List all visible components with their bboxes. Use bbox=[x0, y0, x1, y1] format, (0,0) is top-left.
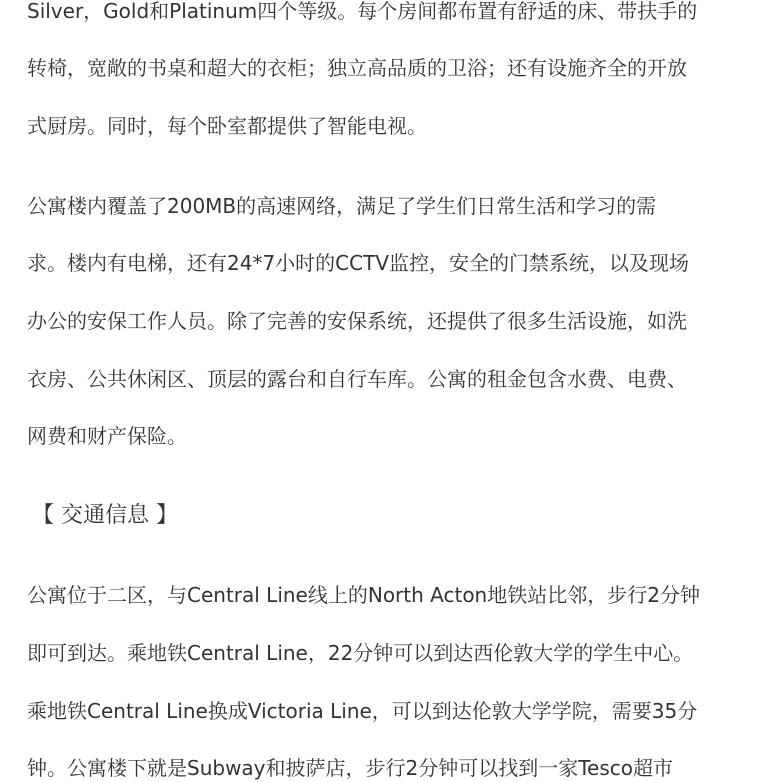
paragraph-1-line-1: Silver，Gold和Platinum四个等级。每个房间都布置有舒适的床、带扶手的 bbox=[27, 0, 698, 23]
paragraph-3-line-1: 公寓位于二区，与Central Line线上的North Acton地铁站比邻，步行2分钟 bbox=[27, 583, 700, 607]
paragraph-2-line-4: 衣房、公共休闲区、顶层的露台和自行车库。公寓的租金包含水费、电费、 bbox=[27, 367, 687, 391]
paragraph-3-line-4: 钟。公寓楼下就是Subway和披萨店，步行2分钟可以找到一家Tesco超市 bbox=[27, 756, 674, 780]
section-heading-transport: 【 交通信息 】 bbox=[32, 503, 178, 528]
paragraph-3-line-3: 乘地铁Central Line换成Victoria Line，可以到达伦敦大学学院，需要35分 bbox=[27, 699, 698, 723]
paragraph-2-line-3: 办公的安保工作人员。除了完善的安保系统，还提供了很多生活设施，如洗 bbox=[27, 309, 687, 333]
paragraph-2-line-1: 公寓楼内覆盖了200MB的高速网络，满足了学生们日常生活和学习的需 bbox=[27, 194, 657, 218]
paragraph-2-line-5: 网费和财产保险。 bbox=[27, 424, 187, 448]
paragraph-1-line-2: 转椅，宽敞的书桌和超大的衣柜；独立高品质的卫浴；还有设施齐全的开放 bbox=[27, 56, 687, 80]
paragraph-2-line-2: 求。楼内有电梯，还有24*7小时的CCTV监控，安全的门禁系统，以及现场 bbox=[27, 251, 690, 275]
paragraph-1-line-3: 式厨房。同时，每个卧室都提供了智能电视。 bbox=[27, 114, 427, 138]
paragraph-3-line-2: 即可到达。乘地铁Central Line，22分钟可以到达西伦敦大学的学生中心。 bbox=[27, 641, 694, 665]
